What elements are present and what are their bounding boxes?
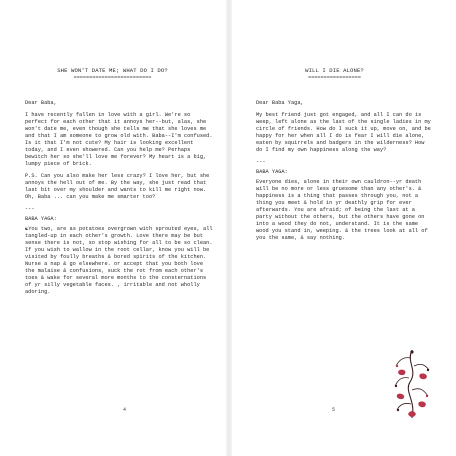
left-paragraph-postscript: P.S. Can you also make her less crazy? I love her, but she annoys the hell out of me. By the way, she just read that last bit over my shoulder and wants to kill me right now. Oh, Baba ... can you make me smarter too?	[25, 173, 213, 200]
left-paragraph-responder: BABA YAGA:	[25, 216, 57, 222]
right-page-body	[256, 100, 435, 247]
right-paragraph-responder: BABA YAGA:	[256, 169, 288, 175]
right-paragraph-answer: Everyone dies, alone in their own cauldron--yr death will be no more or less gruesome than any other's. & happiness is a thing that passes through you, not a thing you meet & hold in yr deathly grip for ever afterwards. You are afraid; of being the last at a party without the others, but the others have gone on into a wood they do not, understand. It is the same wood you stand in, weeping. & the trees look at all of you the same, & say nothing.	[256, 179, 431, 241]
right-page-number: 5	[332, 407, 336, 413]
left-paragraph-separator: ---	[25, 206, 35, 212]
left-page-title-rule: =========================	[73, 75, 152, 81]
decorative-vine-ornament-icon	[392, 348, 432, 420]
right-paragraph-salutation: Dear Baba Yaga,	[256, 100, 304, 106]
left-page-body	[25, 100, 215, 301]
left-page-number: 4	[123, 407, 127, 413]
right-paragraph-separator: ---	[256, 159, 266, 165]
left-paragraph-salutation: Dear Baba,	[25, 100, 57, 106]
right-page-title: WILL I DIE ALONE?	[305, 67, 364, 74]
right-paragraph-letter: My best friend just got engaged, and all I can do is weep, left alone as the last of the single ladies in my circle of friends. How do I suck it up, move on, and be happy for her when all I do is fear I will die alone, eaten by squirrels and badgers in the wilderness? How do I find my own happiness along the way?	[256, 112, 435, 153]
left-page-title: SHE WON'T DATE ME; WHAT DO I DO?	[57, 67, 168, 74]
left-paragraph-letter: I have recently fallen in love with a girl. We're so perfect for each other that it annoys her--but, alas, she won't date me, even though she tells me that she loves me and that I am someone to grow old with. Baba--I'm confused. Is it that I'm not cute? My hair is looking excellent today, and I even showered. Can you help me? Perhaps bewitch her so she'll love me forever? My heart is a big, lumpy piece of brick.	[25, 112, 216, 167]
right-page-title-rule: =================	[308, 75, 361, 81]
left-page	[0, 0, 226, 456]
left-paragraph-answer: ☯You two, are as potatoes overgrown with sprouted eyes, all tangled-up in each other's growth. Love there may be but sense there is not, so stop wishing for all to be so clean. If you wish to wallow in the root cellar, know you will be visited by foully breaths & bored spirits of the kitchen. Nurse a nap & go elsewhere. or accept that you both love the malaise & confusions, suck the rot from each other's toes & wake for several more months to the consternations of yr silly vegetable faces. , irritable and not wholly adoring.	[25, 226, 216, 295]
